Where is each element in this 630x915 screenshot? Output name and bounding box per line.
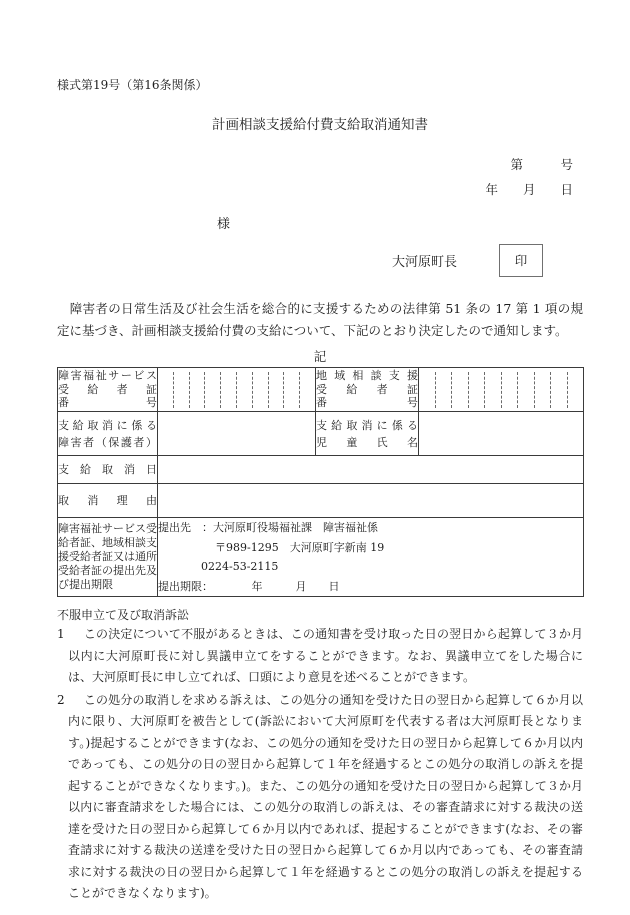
digit-boxes [419,369,583,411]
label-line: 取消理由 [58,493,157,507]
digit-box [452,372,469,408]
label-line: 児童氏名 [316,435,418,449]
label-cancelled-person [58,412,158,456]
label-line: 障害福祉サービス [58,369,157,383]
submission-details [158,518,584,597]
submit-to-line: 提出先 ：大河原町役場福祉課 障害福祉係 [158,521,378,534]
submit-address-line: 〒989-1295 大河原町字新南 19 [215,540,385,554]
label-line: 受給者証 [58,382,157,396]
submit-deadline-line: 提出期限： 年 月 日 [158,579,340,593]
digit-box [419,372,436,408]
main-table [57,367,584,597]
label-line: 受給者証 [316,382,418,396]
page-title: 計画相談支援給付費支給取消通知書 [212,117,428,133]
label-cancel-date [58,456,158,484]
digit-box [253,372,269,408]
form-number: 様式第19号（第16条関係） [57,78,208,92]
digit-box [205,372,221,408]
digit-box [568,372,584,408]
service-certificate-number-field [158,368,316,412]
note-item-1 [57,624,583,689]
digit-box [284,372,300,408]
digit-box [300,372,315,408]
digit-box [469,372,486,408]
label-line: 支給取消に係る [316,418,418,432]
label-regional-certificate-number [316,368,419,412]
seal-placeholder-box: 印 [499,244,543,277]
digit-box [237,372,253,408]
note-text: この処分の取消しを求める訴えは、この処分の通知を受けた日の翌日から起算して６か月以内に限り、大河原町を被告として(訴訟において大河原町を代表する者は大河原町長となります。)提起することができます(なお、この処分の通知を受けた日の翌日から起算して６か月以内であっても、この処分の日の翌日から起算して１年を経過するとこの処分の取消しの訴えを提起することができなくなります。)。また、この処分の通知を受けた日の翌日から起算して３か月以内に審査請求をした場合には、この処分の取消しの訴えは、その審査請求に対する裁決の送達を受けた日の翌日から起算して６か月以内であれば、提起することができます(なお、その審査請求に対する裁決の送達を受けた日の翌日から起算して６か月以内であっても、その審査請求に対する裁決の日の翌日から起算して１年を経過するとこの処分の取消しの訴えを提起することができなくなります)。 [68,692,583,900]
note-number: 1 [57,627,65,641]
regional-certificate-number-field [419,368,584,412]
table-row-certificate-numbers [58,368,584,412]
table-row-person-names [58,412,584,456]
cancelled-person-field [158,412,316,456]
cancelled-child-name-field [419,412,584,456]
record-marker: 記 [313,349,327,364]
table-row-cancel-date [58,456,584,484]
addressee-suffix: 様 [217,217,231,232]
digit-box [535,372,552,408]
digit-box [436,372,453,408]
digit-box [190,372,206,408]
body-paragraph: 障害者の日常生活及び社会生活を総合的に支援するための法律第 51 条の 17 第 1 項の規定に基づき、計画相談支援給付費の支給について、下記のとおり決定したので通知します。 [57,301,583,338]
issuer-name: 大河原町長 [391,254,457,270]
digit-box [551,372,568,408]
note-text: この決定について不服があるときは、この通知書を受け取った日の翌日から起算して３か月以内に大河原町長に対し異議申立てをすることができます。なお、異議申立てをした場合には、大河原町長に申し立てれば、口頭により意見を述べることができます。 [68,627,583,684]
label-line: 支給取消に係る [58,418,157,432]
issuer-row [57,242,583,278]
label-line: 障害者（保護者） [58,435,157,449]
label-service-certificate-number [58,368,158,412]
digit-box [221,372,237,408]
label-line: 番号 [316,396,418,410]
cancel-date-field [158,456,584,484]
note-item-2 [57,690,583,905]
label-line: 番号 [58,396,157,410]
digit-box [174,372,190,408]
note-number: 2 [57,692,65,707]
label-line: 地域相談支援 [316,369,418,383]
digit-boxes [158,369,315,411]
label-cancelled-child [316,412,419,456]
digit-box [518,372,535,408]
issue-date-line: 年 月 日 [485,182,573,197]
label-cancel-reason [58,484,158,518]
digit-box [502,372,519,408]
label-line: 支給取消日 [58,462,157,476]
digit-box [158,372,174,408]
submit-phone-line: 0224-53-2115 [201,560,279,573]
table-row-cancel-reason [58,484,584,518]
cancel-reason-field [158,484,584,518]
digit-box [485,372,502,408]
digit-box [269,372,285,408]
label-submission: 障害福祉サービス受給者証、地域相談支援受給者証又は通所受給者証の提出先及び提出期限 [58,518,158,597]
notes-heading: 不服申立て及び取消訴訟 [57,608,190,622]
table-row-submission [58,518,584,597]
document-number-line: 第 号 [510,157,573,172]
